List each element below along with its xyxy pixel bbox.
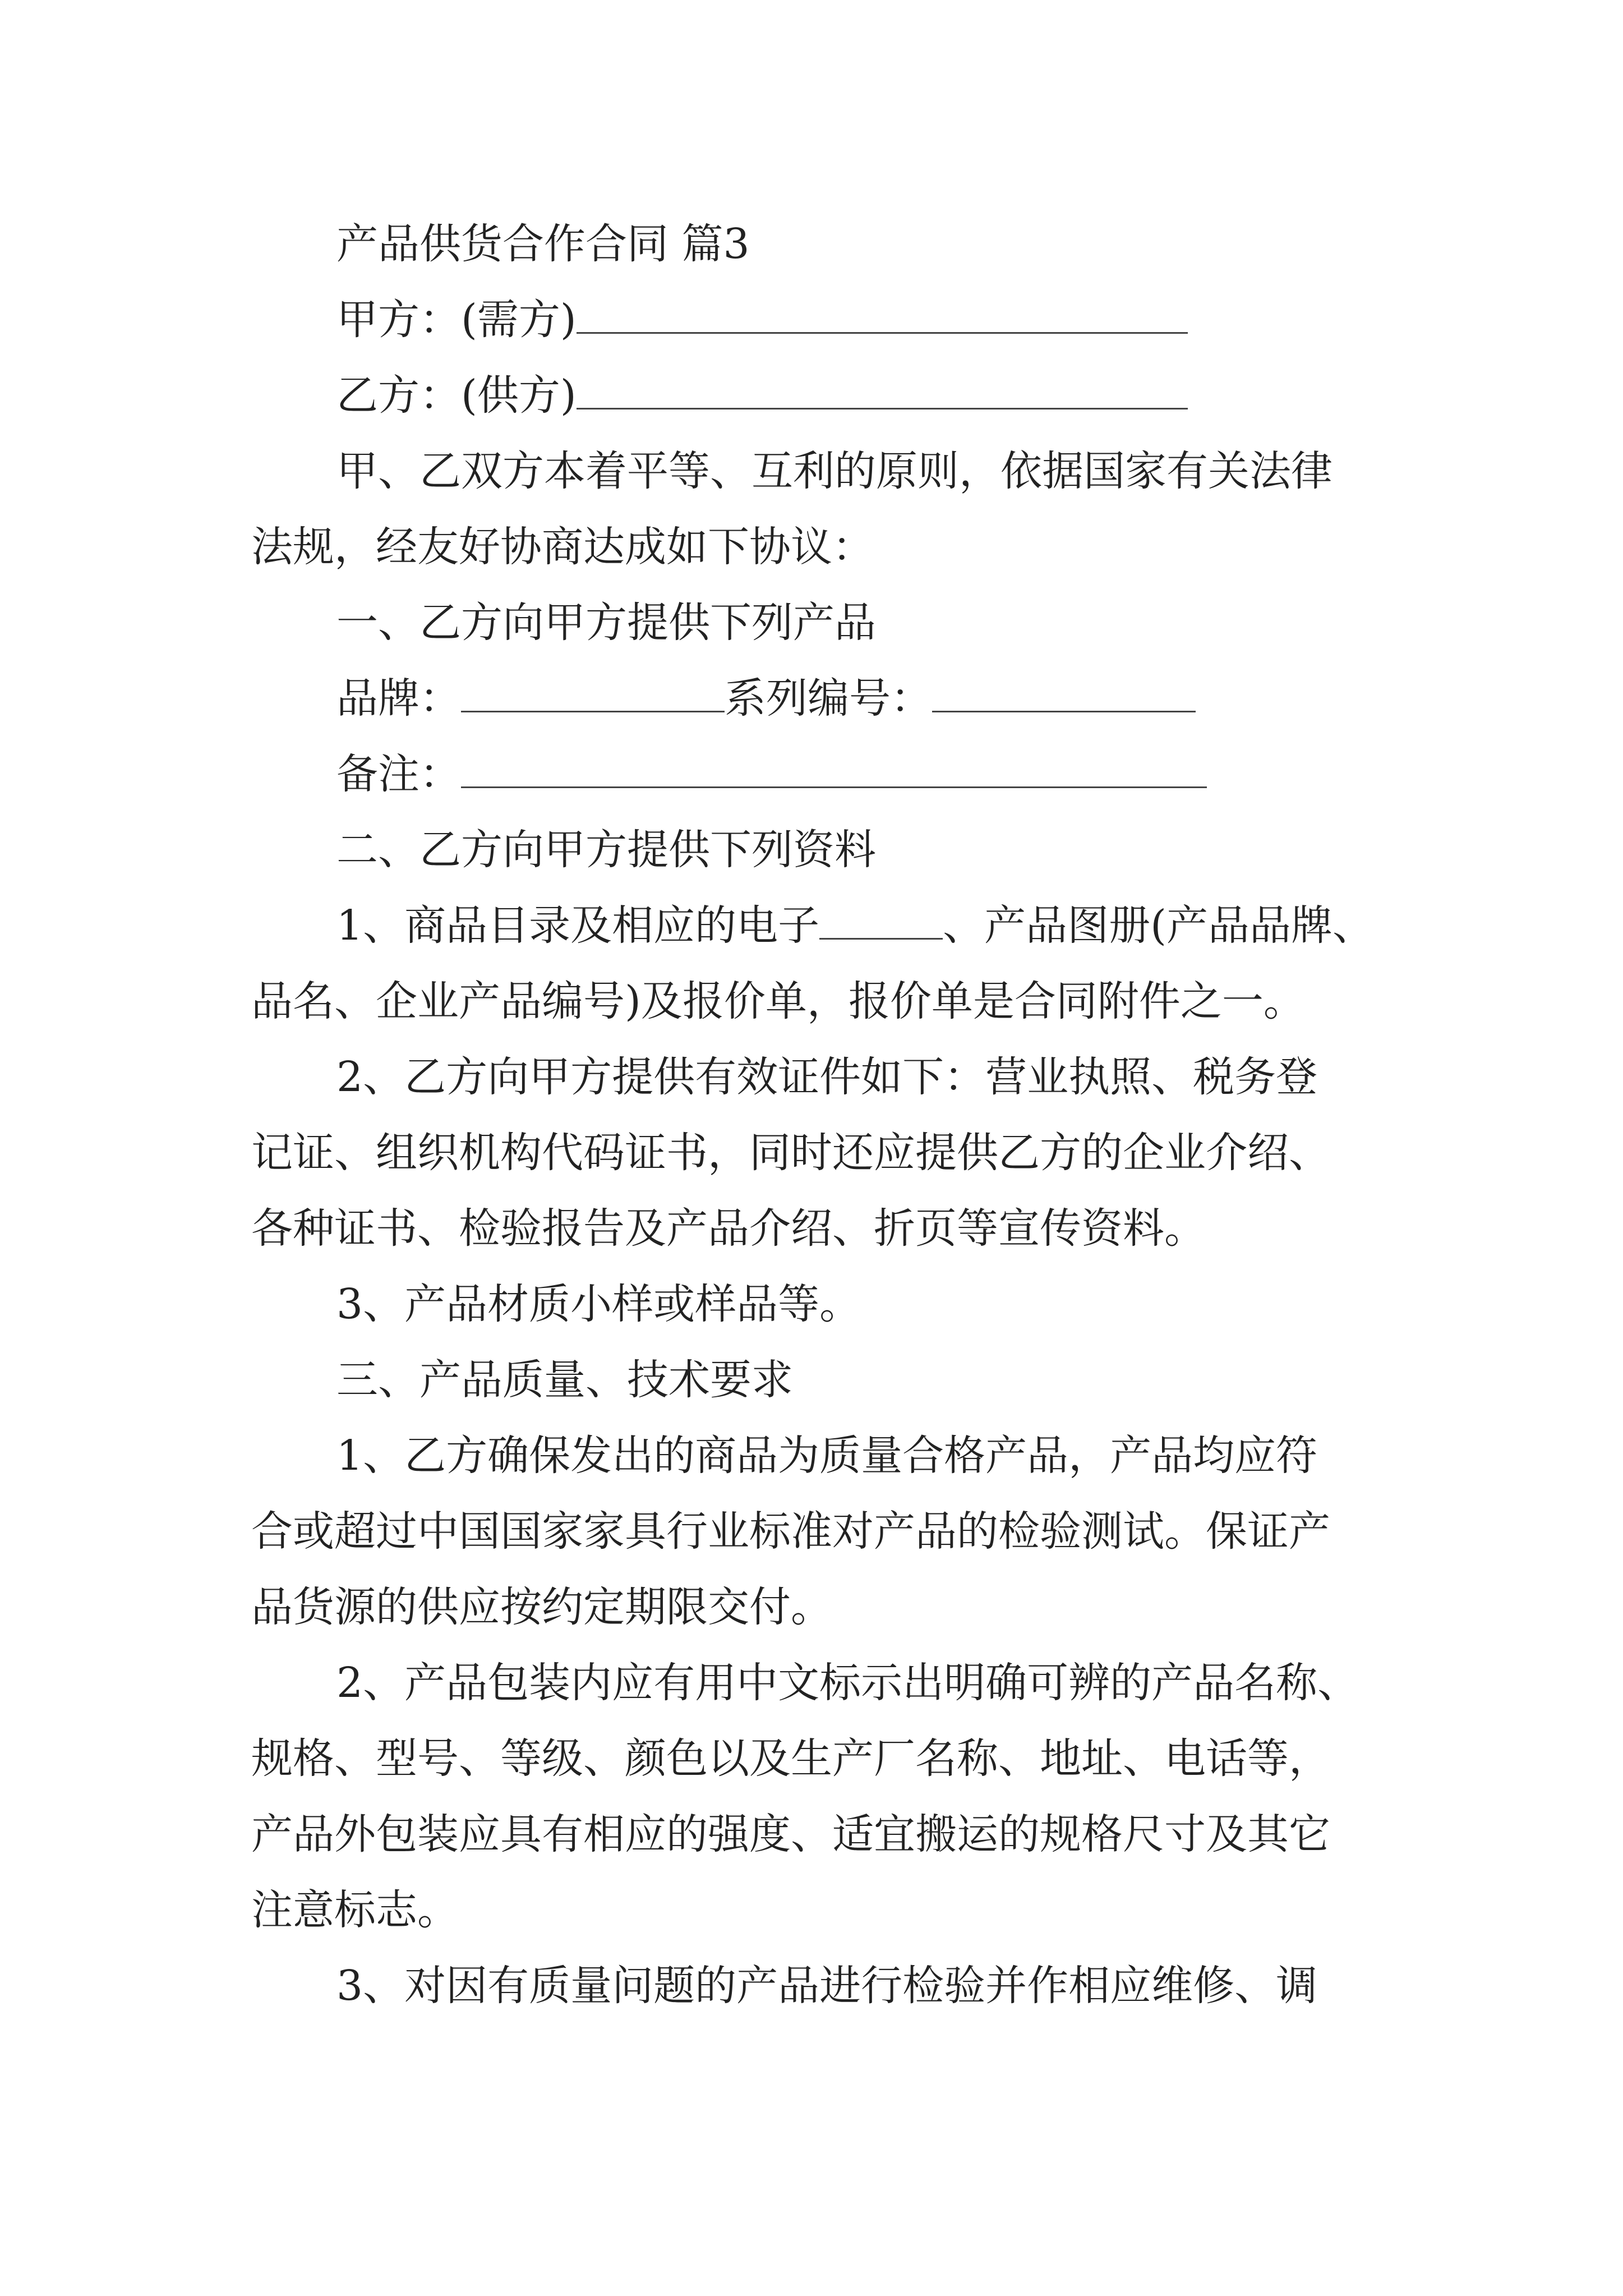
section-3-item-2-line-4: 注意标志。 bbox=[251, 1886, 459, 1934]
section-3-item-2-line-1: 2、产品包装内应有用中文标示出明确可辨的产品名称、 bbox=[336, 1659, 1359, 1707]
electronic-blank[interactable] bbox=[819, 899, 943, 940]
note-blank[interactable] bbox=[461, 747, 1207, 788]
party-a-label: 甲方：(需方) bbox=[336, 296, 577, 344]
section-2-item-1-line-2: 品名、企业产品编号)及报价单，报价单是合同附件之一。 bbox=[251, 977, 1305, 1025]
party-a-line bbox=[336, 292, 1188, 348]
intro-line-2: 法规，经友好协商达成如下协议： bbox=[251, 523, 874, 571]
section-3-item-1-line-3: 品货源的供应按约定期限交付。 bbox=[251, 1583, 832, 1631]
section-3-item-1-line-1: 1、乙方确保发出的商品为质量合格产品，产品均应符 bbox=[336, 1432, 1318, 1480]
party-b-blank[interactable] bbox=[577, 369, 1188, 409]
section-3-heading: 三、产品质量、技术要求 bbox=[336, 1356, 793, 1404]
section-3-item-2-line-2: 规格、型号、等级、颜色以及生产厂名称、地址、电话等， bbox=[251, 1734, 1330, 1783]
section-2-item-3: 3、产品材质小样或样品等。 bbox=[336, 1280, 861, 1328]
intro-line-1: 甲、乙双方本着平等、互利的原则，依据国家有关法律 bbox=[336, 447, 1332, 495]
section-2-heading: 二、乙方向甲方提供下列资料 bbox=[336, 826, 876, 874]
section-2-item-2-line-2: 记证、组织机构代码证书，同时还应提供乙方的企业介绍、 bbox=[251, 1129, 1330, 1177]
section-3-item-2-line-3: 产品外包装应具有相应的强度、适宜搬运的规格尺寸及其它 bbox=[251, 1810, 1330, 1858]
party-b-line bbox=[336, 367, 1188, 424]
section-3-item-1-line-2: 合或超过中国国家家具行业标准对产品的检验测试。保证产 bbox=[251, 1507, 1330, 1556]
note-label: 备注： bbox=[336, 750, 461, 798]
section-2-item-1-line-1: 1、商品目录及相应的电子 、产品图册(产品品牌、 bbox=[336, 898, 1374, 954]
party-a-blank[interactable] bbox=[577, 293, 1188, 334]
brand-line bbox=[336, 670, 1196, 726]
note-line bbox=[336, 746, 1207, 802]
section-2-item-2-line-1: 2、乙方向甲方提供有效证件如下：营业执照、税务登 bbox=[336, 1053, 1318, 1101]
contract-title: 产品供货合作合同 篇3 bbox=[336, 220, 750, 268]
section-3-item-3-line-1: 3、对因有质量问题的产品进行检验并作相应维修、调 bbox=[336, 1962, 1318, 2010]
party-b-label: 乙方：(供方) bbox=[336, 371, 577, 420]
series-blank[interactable] bbox=[932, 671, 1196, 712]
series-label: 系列编号： bbox=[725, 674, 932, 723]
brand-label: 品牌： bbox=[336, 674, 461, 723]
section-1-heading: 一、乙方向甲方提供下列产品 bbox=[336, 599, 876, 647]
section-2-item-2-line-3: 各种证书、检验报告及产品介绍、折页等宣传资料。 bbox=[251, 1204, 1206, 1253]
brand-blank[interactable] bbox=[461, 671, 725, 712]
